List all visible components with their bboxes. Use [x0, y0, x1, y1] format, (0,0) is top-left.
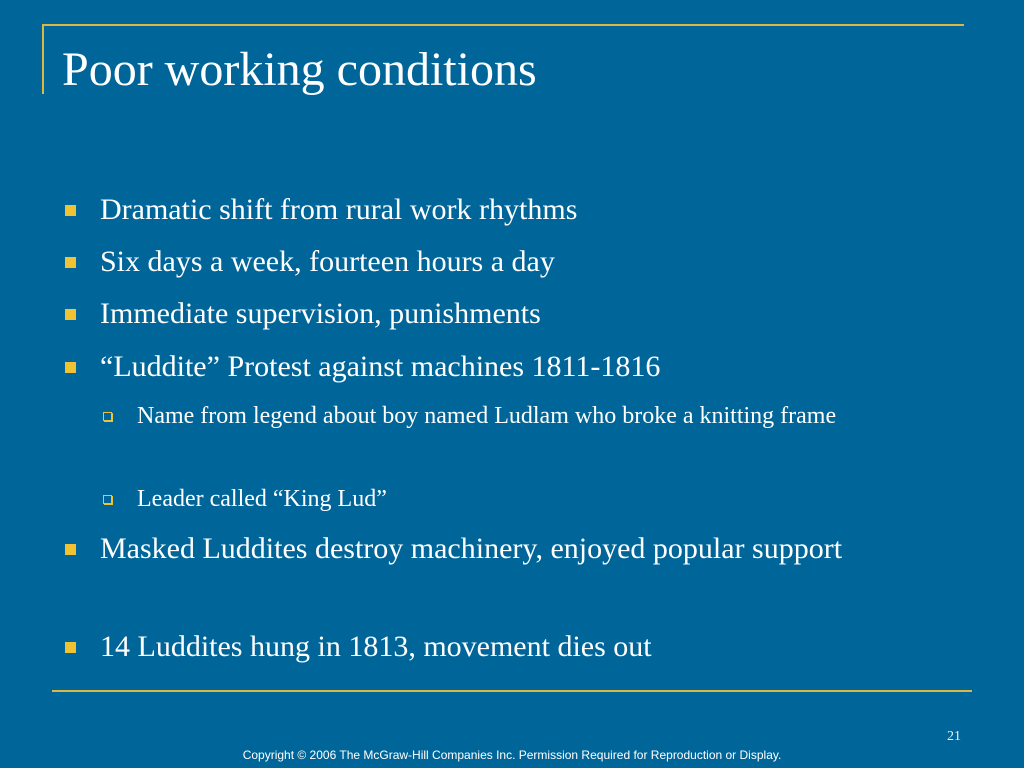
- hollow-square-bullet-icon: [103, 495, 112, 504]
- square-bullet-icon: [65, 257, 76, 268]
- bullet-item: [100, 295, 930, 333]
- bullet-text: “Luddite” Protest against machines 1811-1816: [100, 350, 661, 383]
- bullet-item: [100, 348, 930, 386]
- square-bullet-icon: [65, 544, 76, 555]
- bullet-item: [100, 243, 930, 281]
- bullet-text: Dramatic shift from rural work rhythms: [100, 193, 578, 226]
- bullet-text: Immediate supervision, punishments: [100, 297, 541, 330]
- bullet-item: [100, 628, 930, 666]
- frame-left-rule: [42, 24, 44, 94]
- sub-bullet-text: Name from legend about boy named Ludlam who broke a knitting frame: [137, 403, 837, 429]
- bullet-text: Six days a week, fourteen hours a day: [100, 245, 555, 278]
- sub-bullet-item: [137, 398, 917, 435]
- square-bullet-icon: [65, 205, 76, 216]
- sub-bullet-text: Leader called “King Lud”: [137, 486, 387, 512]
- hollow-square-bullet-icon: [103, 412, 112, 421]
- bullet-item: [100, 191, 930, 229]
- slide-title: Poor working conditions: [62, 43, 537, 96]
- bottom-divider: [52, 690, 972, 692]
- bullet-text: Masked Luddites destroy machinery, enjoyed popular support: [100, 532, 843, 565]
- sub-bullet-item: [137, 481, 917, 518]
- slide-number: 21: [947, 729, 961, 744]
- bullet-item: [100, 530, 930, 568]
- square-bullet-icon: [65, 362, 76, 373]
- square-bullet-icon: [65, 309, 76, 320]
- square-bullet-icon: [65, 642, 76, 653]
- frame-top-rule: [42, 24, 964, 26]
- copyright-notice: Copyright © 2006 The McGraw-Hill Companies Inc. Permission Required for Reproduction or Display.: [242, 748, 782, 762]
- bullet-text: 14 Luddites hung in 1813, movement dies out: [100, 630, 652, 663]
